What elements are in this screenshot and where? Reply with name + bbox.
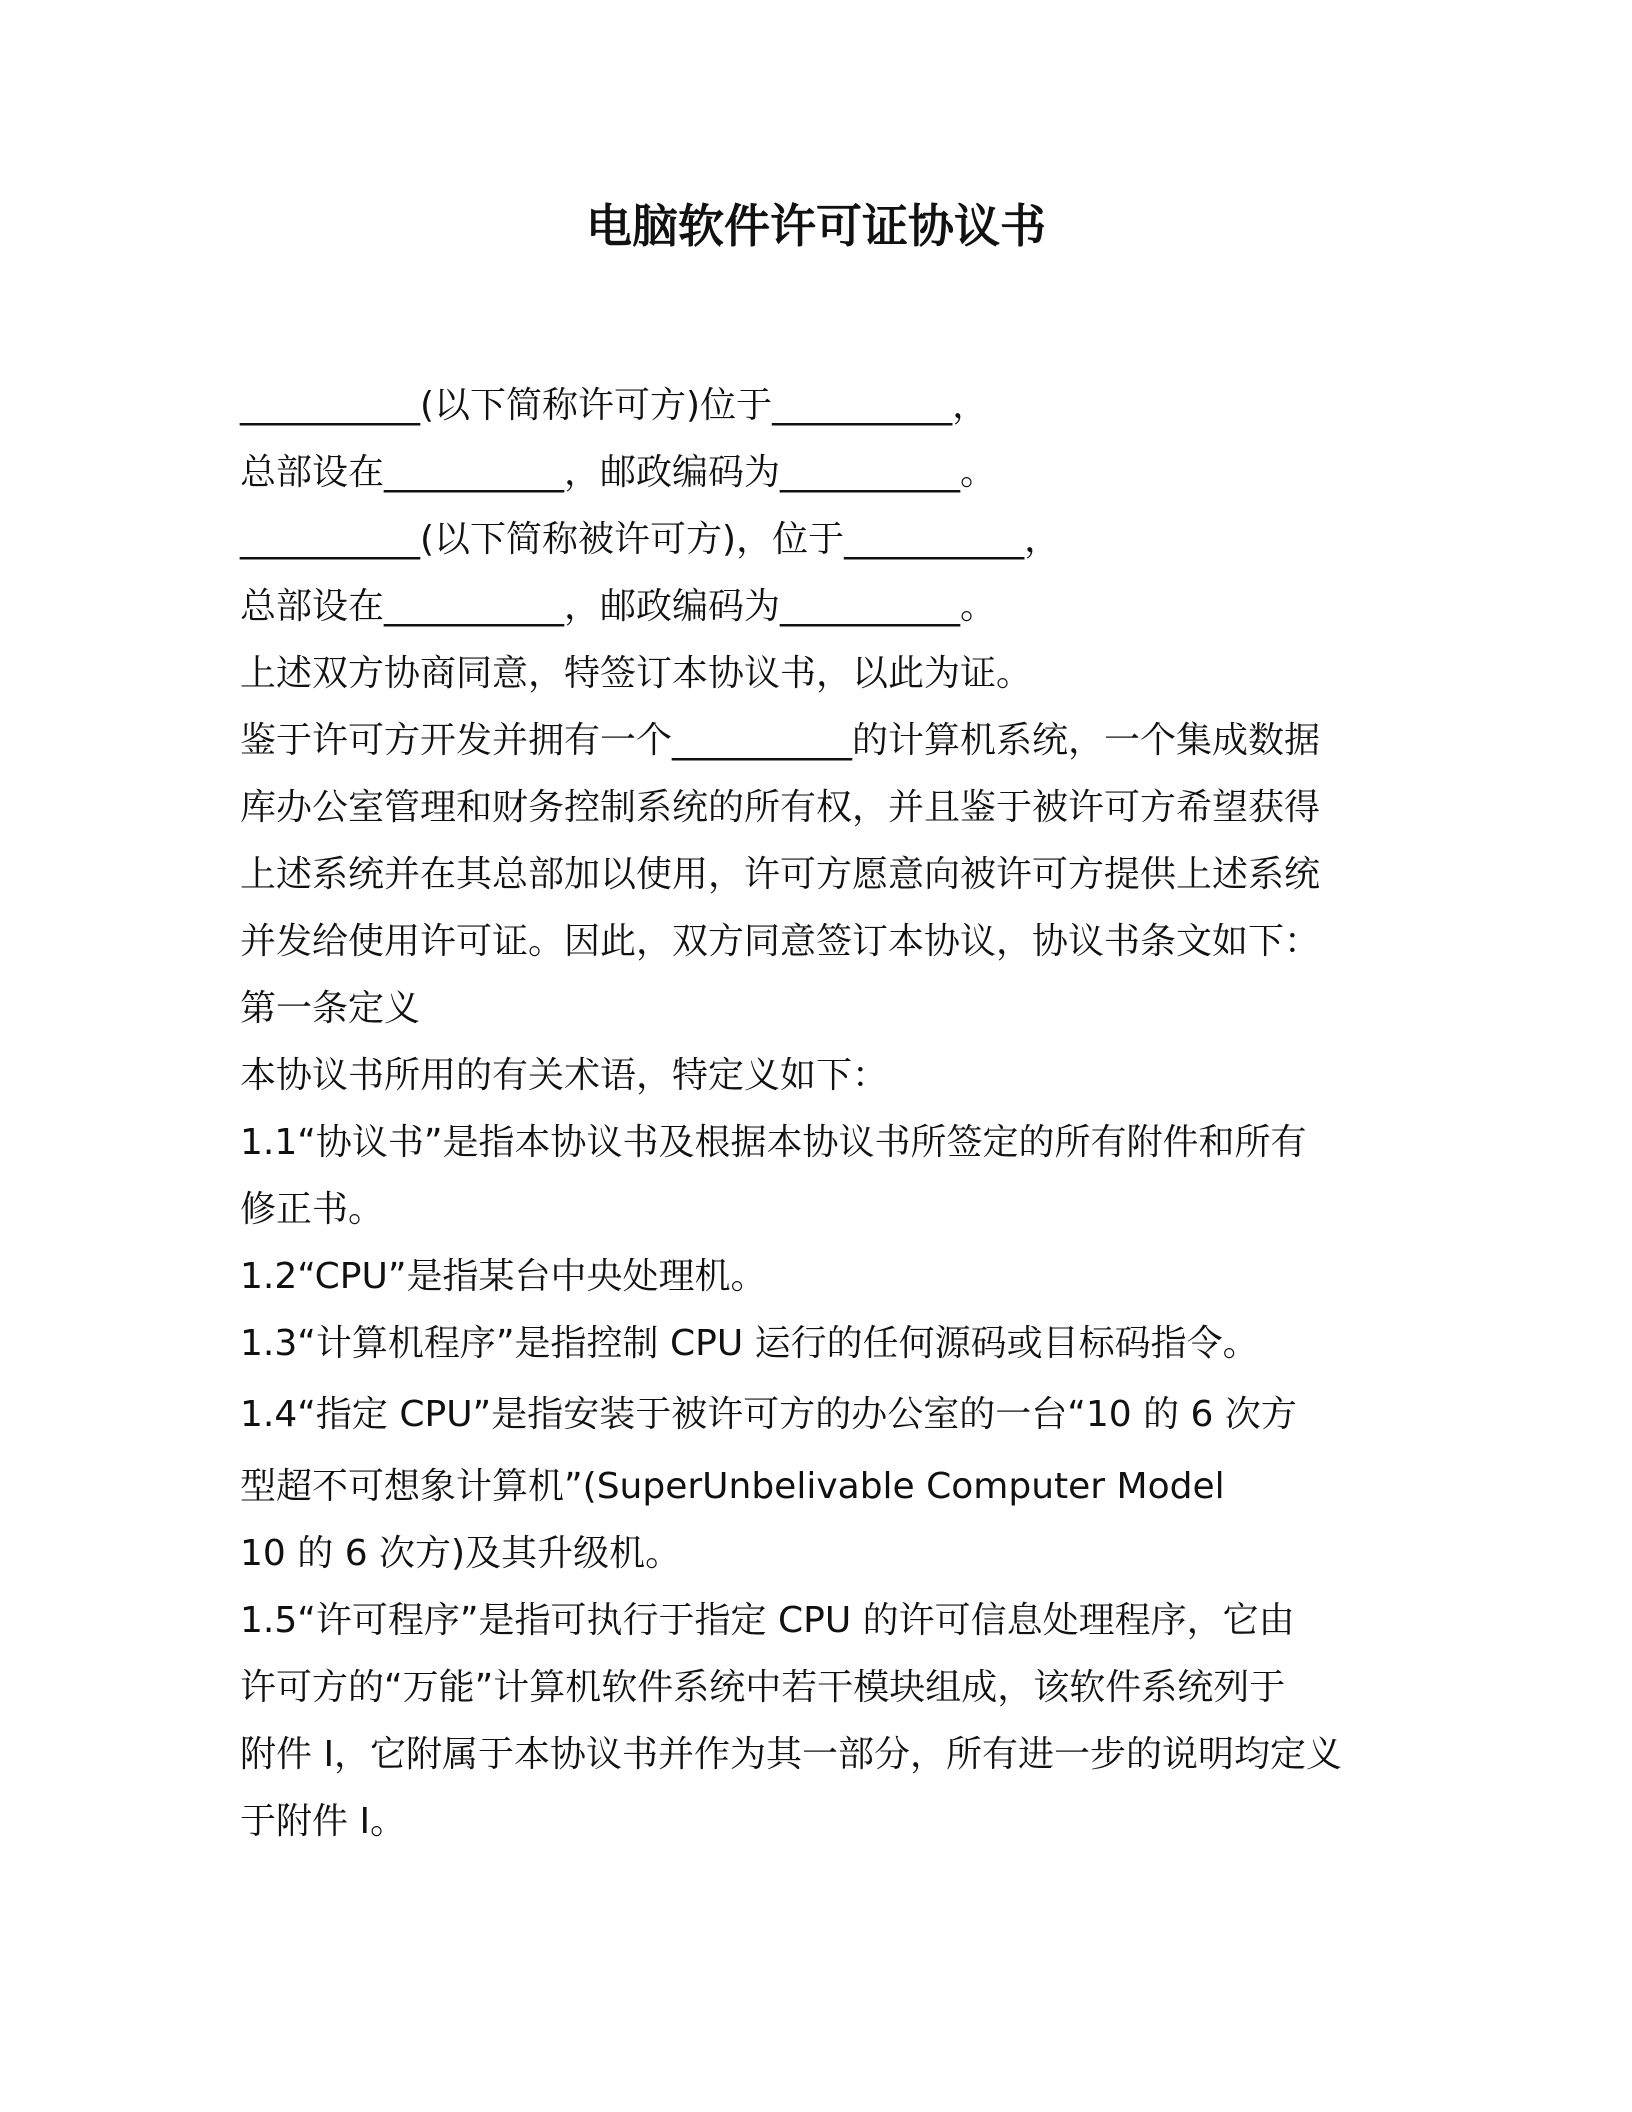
- clause-1-1: 1.1“协议书”是指本协议书及根据本协议书所签定的所有附件和所有: [240, 1122, 1307, 1163]
- document-body: [240, 372, 1400, 1855]
- text-line: 库办公室管理和财务控制系统的所有权，并且鉴于被许可方希望获得: [240, 787, 1321, 828]
- section-heading: 第一条定义: [240, 988, 421, 1029]
- text-line: 型超不可想象计算机”(SuperUnbelivable Computer Model: [240, 1466, 1225, 1507]
- text-line: 总部设在__________，邮政编码为__________。: [240, 452, 997, 493]
- text-line: __________(以下简称被许可方)，位于__________，: [240, 519, 1061, 560]
- text-line: 许可方的“万能”计算机软件系统中若干模块组成，该软件系统列于: [240, 1667, 1286, 1708]
- text-line: 并发给使用许可证。因此，双方同意签订本协议，协议书条文如下：: [240, 921, 1321, 962]
- text-line: 鉴于许可方开发并拥有一个__________的计算机系统，一个集成数据: [240, 720, 1321, 761]
- text-line: 总部设在__________，邮政编码为__________。: [240, 586, 997, 627]
- clause-1-2: 1.2“CPU”是指某台中央处理机。: [240, 1256, 767, 1297]
- clause-1-5: 1.5“许可程序”是指可执行于指定 CPU 的许可信息处理程序，它由: [240, 1600, 1295, 1641]
- clause-1-4: 1.4“指定 CPU”是指安装于被许可方的办公室的一台“10 的 6 次方: [240, 1394, 1297, 1435]
- text-line: 10 的 6 次方)及其升级机。: [240, 1533, 682, 1574]
- document-title: 电脑软件许可证协议书: [586, 199, 1046, 253]
- clause-1-3: 1.3“计算机程序”是指控制 CPU 运行的任何源码或目标码指令。: [240, 1323, 1259, 1364]
- text-line: 上述系统并在其总部加以使用，许可方愿意向被许可方提供上述系统: [240, 854, 1321, 895]
- text-line: 于附件 I。: [240, 1801, 407, 1842]
- text-line: 修正书。: [240, 1189, 385, 1230]
- text-line: 上述双方协商同意，特签订本协议书，以此为证。: [240, 653, 1033, 694]
- text-line: 附件 I，它附属于本协议书并作为其一部分，所有进一步的说明均定义: [240, 1734, 1343, 1775]
- text-line: 本协议书所用的有关术语，特定义如下：: [240, 1055, 889, 1096]
- text-line: __________(以下简称许可方)位于__________，: [240, 385, 989, 426]
